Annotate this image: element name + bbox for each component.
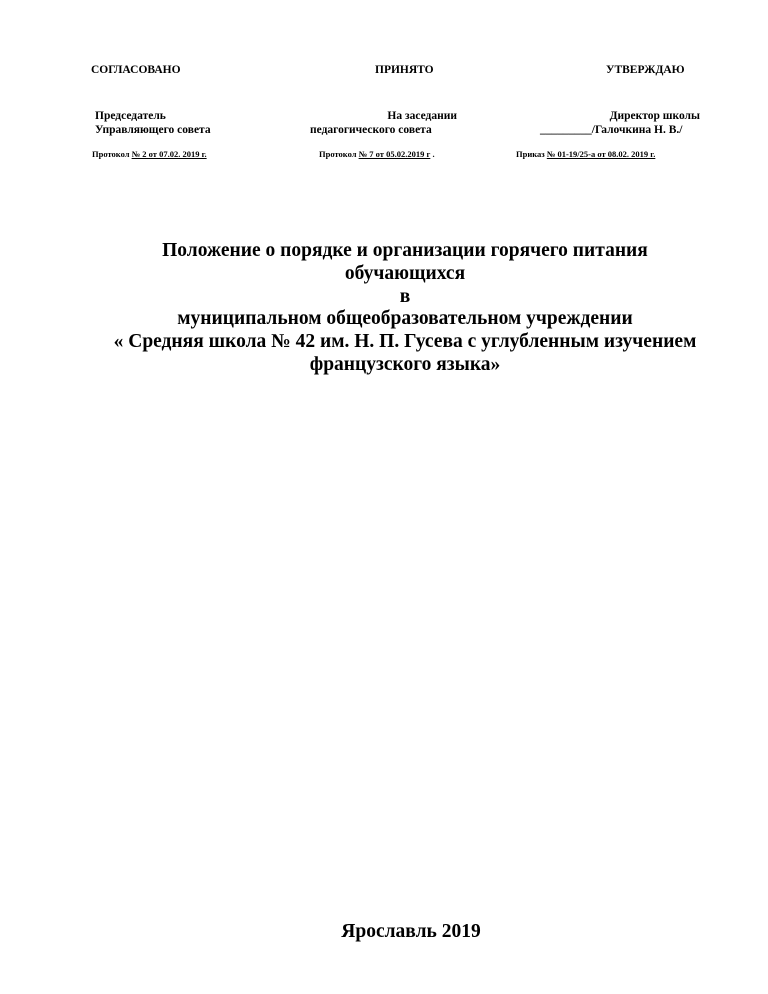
pedagogical-council-label: педагогического совета [310,124,432,136]
protocol-left-number: № 2 от 07.02. 2019 г. [131,149,207,159]
order-right-prefix: Приказ [516,149,547,159]
accepted-heading: ПРИНЯТО [375,64,434,76]
order-right [516,149,655,159]
chairman-label: Председатель [95,110,166,122]
protocol-center-prefix: Протокол [319,149,359,159]
meeting-label: На заседании [387,110,457,122]
title-line-5: « Средняя школа № 42 им. Н. П. Гусева с углубленным изучением [113,331,697,353]
title-line-2: обучающихся [344,262,466,284]
protocol-left-prefix: Протокол [92,149,132,159]
city-year-footer: Ярославль 2019 [341,921,481,942]
protocol-center [319,149,435,159]
protocol-center-suffix: . [430,149,435,159]
protocol-center-number: № 7 от 05.02.2019 г [358,149,431,159]
title-line-6: французского языка» [309,353,501,375]
title-line-4: муниципальном общеобразовательном учреждении [177,308,633,330]
agreed-heading: СОГЛАСОВАНО [91,64,181,76]
document-title [40,240,768,377]
protocol-left [92,149,207,159]
approve-heading: УТВЕРЖДАЮ [606,64,685,76]
title-line-1: Положение о порядке и организации горячего питания [162,240,648,261]
order-right-number: № 01-19/25-а от 08.02. 2019 г. [546,149,656,159]
governing-council-label: Управляющего совета [95,124,211,136]
title-line-3: в [399,285,411,307]
director-label: Директор школы [609,110,700,122]
director-signature-line: _________/Галочкина Н. В./ [540,124,683,136]
